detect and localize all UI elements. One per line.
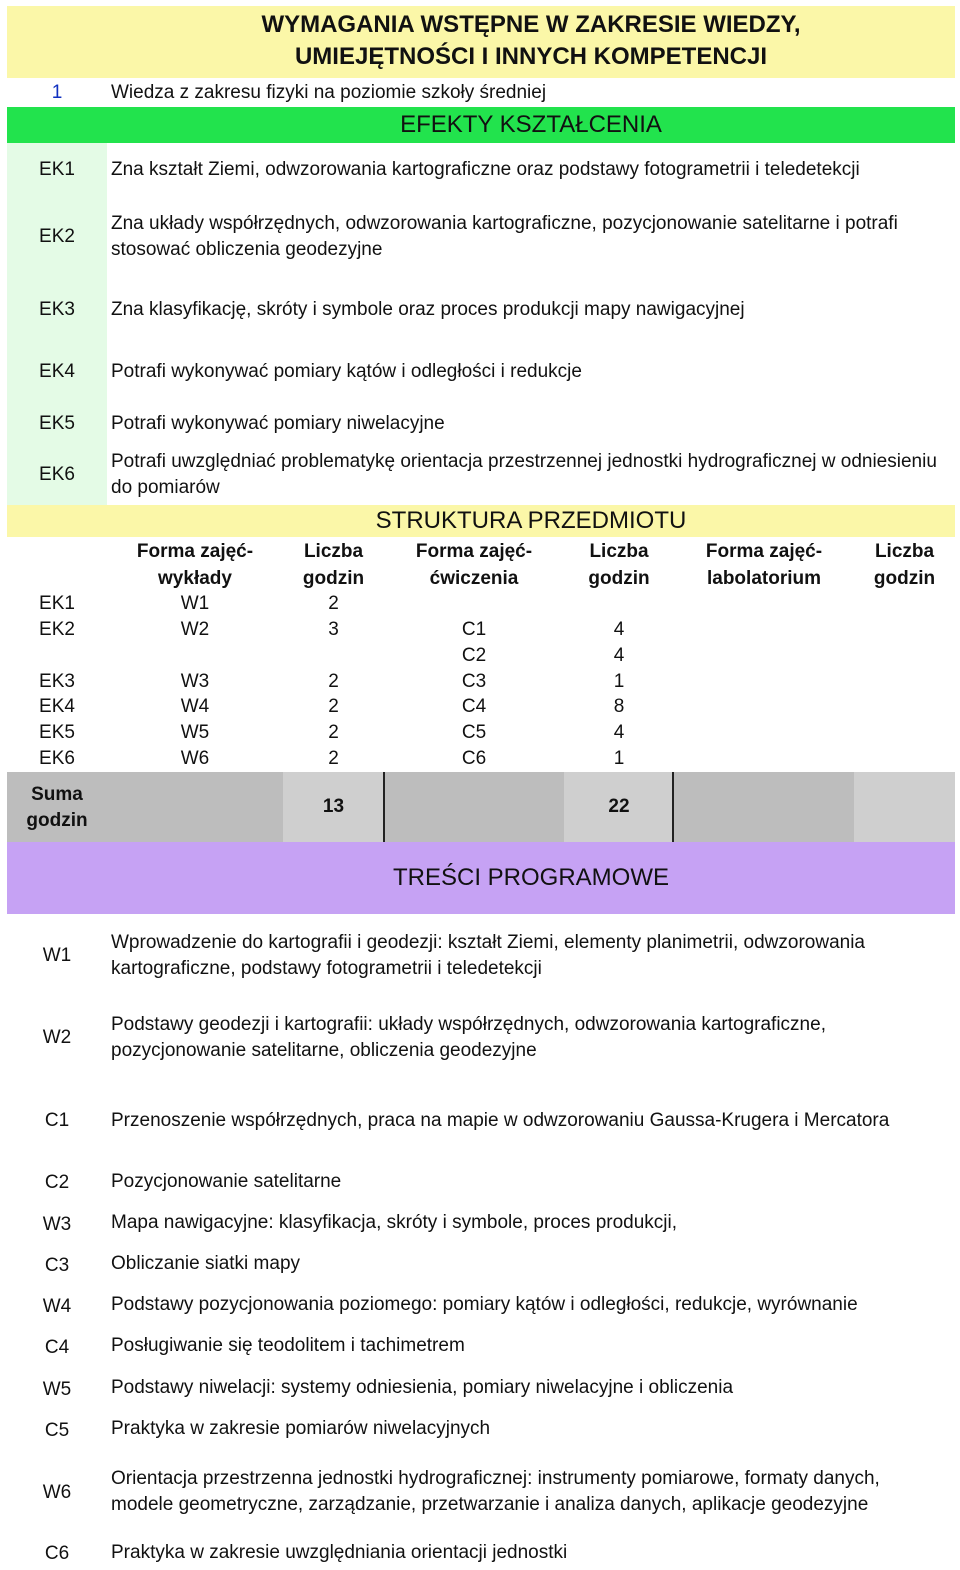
- row-exercise-hours: 4: [613, 619, 625, 640]
- row-lecture-hours: 3: [328, 619, 339, 640]
- row-lecture-hours: 2: [328, 671, 339, 692]
- content-code: C4: [44, 1337, 70, 1358]
- header-line: godzin: [873, 568, 936, 589]
- header-lecture-form: [107, 538, 283, 592]
- row-lecture-hours: 2: [328, 748, 339, 769]
- prereq-item-number: 1: [51, 82, 63, 103]
- content-text: Pozycjonowanie satelitarne: [111, 1171, 342, 1192]
- header-lecture-hours: [283, 538, 384, 592]
- effect-code: EK5: [39, 413, 75, 434]
- row-exercise-hours: 8: [613, 696, 625, 717]
- prereq-title-line1: WYMAGANIA WSTĘPNE W ZAKRESIE WIEDZY,: [261, 11, 801, 38]
- row-lecture-hours: 2: [328, 696, 339, 717]
- row-exercise-hours: 4: [613, 645, 625, 666]
- content-section-title: TREŚCI PROGRAMOWE: [392, 864, 669, 891]
- content-code: C2: [44, 1172, 70, 1193]
- row-lecture: W3: [180, 671, 210, 692]
- content-text: Mapa nawigacyjne: klasyfikacja, skróty i symbole, proces produkcji,: [111, 1212, 678, 1233]
- header-line: Forma zajęć-: [705, 541, 823, 562]
- header-line: ćwiczenia: [429, 568, 519, 589]
- sum-lectures: 13: [322, 796, 345, 817]
- divider: [383, 772, 385, 842]
- content-text: Praktyka w zakresie pomiarów niwelacyjnych: [111, 1418, 491, 1439]
- content-text: Podstawy geodezji i kartografii: układy współrzędnych, odwzorowania kartograficzne, pozycjonowanie satelitarne, obliczenia geodezyjne: [111, 1014, 826, 1061]
- row-exercise: C2: [461, 645, 487, 666]
- sum-label-line: Suma: [31, 784, 83, 805]
- header-line: godzin: [588, 568, 650, 589]
- row-effect: EK5: [39, 722, 75, 743]
- content-text: Podstawy pozycjonowania poziomego: pomiary kątów i odległości, redukcje, wyrównanie: [111, 1294, 858, 1315]
- content-code: C6: [44, 1543, 70, 1564]
- content-code: W3: [42, 1214, 72, 1235]
- content-text: Posługiwanie się teodolitem i tachimetrem: [111, 1335, 465, 1356]
- content-text: Obliczanie siatki mapy: [111, 1253, 301, 1274]
- header-lab-hours: [854, 538, 955, 592]
- header-line: Liczba: [303, 541, 364, 562]
- row-exercise: C3: [461, 671, 487, 692]
- header-line: wykłady: [158, 568, 232, 589]
- row-effect: EK6: [39, 748, 75, 769]
- row-effect: EK2: [39, 619, 75, 640]
- prereq-item-text: Wiedza z zakresu fizyki na poziomie szkoły średniej: [111, 82, 547, 103]
- row-lecture-hours: 2: [328, 593, 339, 614]
- effect-code: EK6: [39, 464, 75, 485]
- row-effect: EK1: [39, 593, 75, 614]
- effect-code: EK3: [39, 299, 75, 320]
- sum-lab-form-cell: [674, 772, 854, 842]
- row-lecture-hours: 2: [328, 722, 339, 743]
- row-effect: EK4: [39, 696, 75, 717]
- row-lecture: W1: [180, 593, 210, 614]
- content-code: W6: [42, 1482, 72, 1503]
- header-lab-form: [674, 538, 854, 592]
- effect-text: Zna klasyfikację, skróty i symbole oraz proces produkcji mapy nawigacyjnej: [111, 299, 745, 320]
- sum-exercise-form-cell: [384, 772, 564, 842]
- effect-code: EK1: [39, 159, 75, 180]
- content-text: Wprowadzenie do kartografii i geodezji: kształt Ziemi, elementy planimetrii, odwzorowania kartograficzne, podstawy fotogrametrii i teledetekcji: [111, 932, 865, 979]
- row-exercise: C6: [461, 748, 487, 769]
- row-exercise: C1: [461, 619, 487, 640]
- sum-label: [7, 782, 107, 834]
- content-text: Podstawy niwelacji: systemy odniesienia, pomiary niwelacyjne i obliczenia: [111, 1377, 734, 1398]
- header-line: godzin: [302, 568, 365, 589]
- content-text: Orientacja przestrzenna jednostki hydrograficznej: instrumenty pomiarowe, formaty danych, modele geometryczne, zarządzanie, przetwarzanie i analiza danych, aplikacje geodezyjne: [111, 1468, 880, 1515]
- row-lecture: W5: [180, 722, 210, 743]
- header-line: Forma zajęć-: [136, 541, 254, 562]
- row-effect: EK3: [39, 671, 75, 692]
- header-line: Liczba: [874, 541, 935, 562]
- effect-text: Zna kształt Ziemi, odwzorowania kartograficzne oraz podstawy fotogrametrii i teledetekcji: [111, 159, 860, 180]
- effect-text: Zna układy współrzędnych, odwzorowania kartograficzne, pozycjonowanie satelitarne i potrafi stosować obliczenia geodezyjne: [111, 213, 898, 260]
- header-line: Liczba: [589, 541, 649, 562]
- row-lecture: W2: [180, 619, 210, 640]
- structure-section-title: STRUKTURA PRZEDMIOTU: [7, 505, 955, 537]
- sum-lecture-form-cell: [107, 772, 283, 842]
- content-code: W2: [42, 1027, 72, 1048]
- prereq-title-line2: UMIEJĘTNOŚCI I INNYCH KOMPETENCJI: [294, 43, 768, 70]
- divider: [672, 772, 674, 842]
- row-exercise-hours: 4: [613, 722, 625, 743]
- effect-code: EK2: [39, 226, 75, 247]
- effect-code: EK4: [39, 361, 75, 382]
- content-code: C5: [44, 1420, 70, 1441]
- row-exercise: C4: [461, 696, 487, 717]
- row-exercise: C5: [461, 722, 487, 743]
- content-code: W4: [42, 1296, 72, 1317]
- effect-text: Potrafi uwzględniać problematykę orientacja przestrzennej jednostki hydrograficznej w odniesieniu do pomiarów: [111, 451, 937, 498]
- effect-text: Potrafi wykonywać pomiary niwelacyjne: [111, 413, 445, 434]
- row-exercise-hours: 1: [613, 748, 625, 769]
- header-line: Forma zajęć-: [415, 541, 533, 562]
- content-code: W5: [42, 1379, 72, 1400]
- row-lecture: W4: [180, 696, 210, 717]
- header-line: labolatorium: [706, 568, 821, 589]
- content-code: C3: [44, 1255, 70, 1276]
- effects-section-title: EFEKTY KSZTAŁCENIA: [7, 107, 955, 143]
- content-code: W1: [42, 945, 72, 966]
- row-exercise-hours: 1: [613, 671, 625, 692]
- row-lecture: W6: [180, 748, 210, 769]
- sum-exercises: 22: [608, 796, 630, 817]
- content-text: Praktyka w zakresie uwzględniania orientacji jednostki: [111, 1542, 568, 1563]
- content-text: Przenoszenie współrzędnych, praca na mapie w odwzorowaniu Gaussa-Krugera i Mercatora: [111, 1110, 890, 1131]
- sum-lab-hours-cell: [854, 772, 955, 842]
- effect-text: Potrafi wykonywać pomiary kątów i odległości i redukcje: [111, 361, 582, 382]
- header-exercise-form: [384, 538, 564, 592]
- content-code: C1: [44, 1110, 70, 1131]
- sum-label-line: godzin: [26, 810, 88, 831]
- header-exercise-hours: [564, 538, 674, 592]
